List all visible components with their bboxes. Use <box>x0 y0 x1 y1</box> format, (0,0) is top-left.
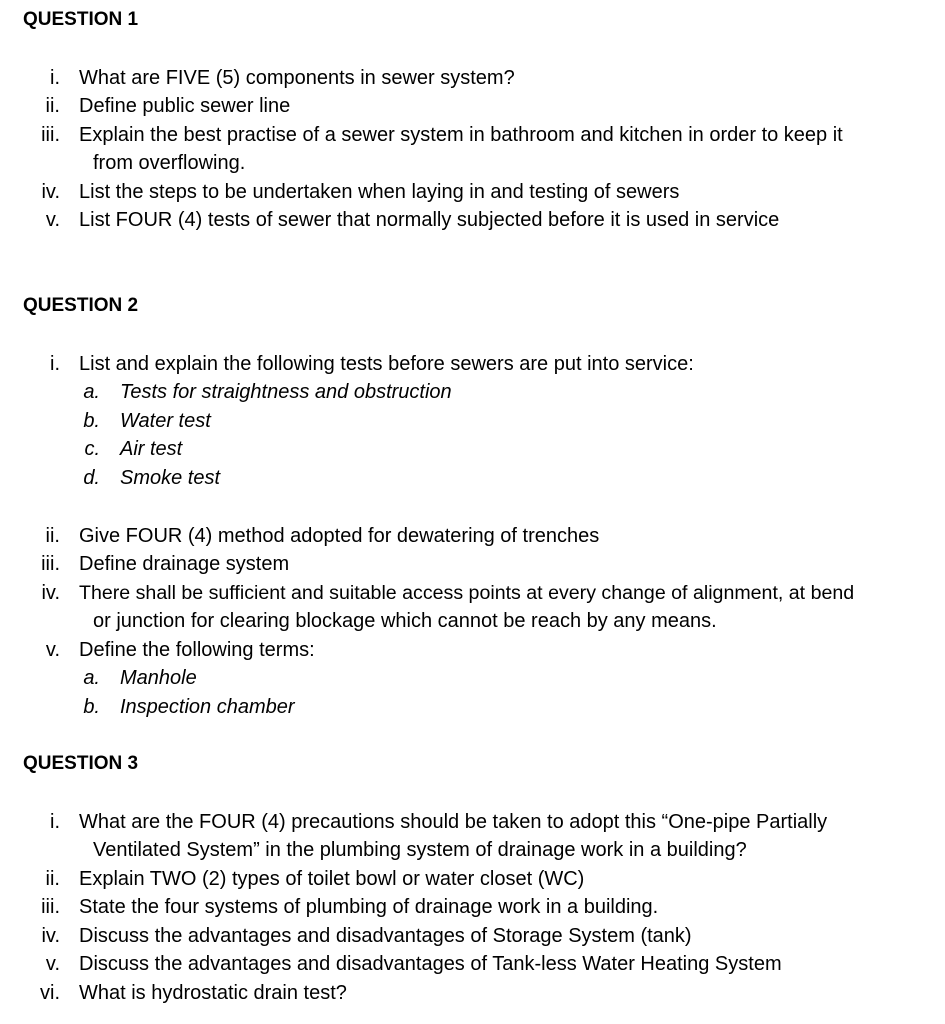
item-number: v. <box>45 639 60 661</box>
item-number: iv. <box>41 925 60 947</box>
item-number: ii. <box>45 868 60 890</box>
item-number: i. <box>50 67 60 89</box>
subitem-text: Inspection chamber <box>120 696 295 718</box>
item-number: iv. <box>41 181 60 203</box>
item-number: v. <box>45 953 60 975</box>
item-number: iv. <box>41 582 60 604</box>
item-text: There shall be sufficient and suitable access points at every change of alignment, at bend <box>79 582 855 604</box>
subitem-text: Manhole <box>120 667 197 689</box>
subitem-letter: a. <box>83 381 100 403</box>
subitem-text: Tests for straightness and obstruction <box>120 381 452 403</box>
item-number: v. <box>45 209 60 231</box>
question-2-title: QUESTION 2 <box>23 295 139 316</box>
question-3-title: QUESTION 3 <box>23 753 139 774</box>
item-text: Explain the best practise of a sewer system in bathroom and kitchen in order to keep it <box>79 124 843 146</box>
subitem-letter: d. <box>83 467 100 489</box>
subitem-letter: a. <box>83 667 100 689</box>
item-text: Define the following terms: <box>79 639 315 661</box>
item-number: i. <box>50 811 60 833</box>
item-text: What are FIVE (5) components in sewer system? <box>79 67 515 89</box>
item-number: vi. <box>40 982 60 1004</box>
subitem-text: Smoke test <box>120 467 221 489</box>
item-text: List the steps to be undertaken when laying in and testing of sewers <box>79 181 680 203</box>
item-text: List and explain the following tests before sewers are put into service: <box>79 353 694 375</box>
item-number: iii. <box>41 553 60 575</box>
item-text: Discuss the advantages and disadvantages of Storage System (tank) <box>79 925 692 947</box>
question-1-title: QUESTION 1 <box>23 9 139 30</box>
item-text: What are the FOUR (4) precautions should be taken to adopt this “One-pipe Partially <box>79 811 828 833</box>
item-text: Define drainage system <box>79 553 290 575</box>
item-number: iii. <box>41 124 60 146</box>
item-number: iii. <box>41 896 60 918</box>
subitem-letter: b. <box>83 696 100 718</box>
subitem-text: Water test <box>120 410 211 432</box>
subitem-letter: b. <box>83 410 100 432</box>
item-text: Discuss the advantages and disadvantages of Tank-less Water Heating System <box>79 953 782 975</box>
item-text-continued: or junction for clearing blockage which cannot be reach by any means. <box>93 610 717 632</box>
item-number: ii. <box>45 525 60 547</box>
item-number: ii. <box>45 95 60 117</box>
item-text: What is hydrostatic drain test? <box>79 982 347 1004</box>
subitem-letter: c. <box>84 438 100 460</box>
item-text: List FOUR (4) tests of sewer that normally subjected before it is used in service <box>79 209 780 231</box>
item-text: Give FOUR (4) method adopted for dewatering of trenches <box>79 525 600 547</box>
item-text-continued: Ventilated System” in the plumbing system of drainage work in a building? <box>93 839 747 861</box>
item-text: Explain TWO (2) types of toilet bowl or water closet (WC) <box>79 868 585 890</box>
item-text: Define public sewer line <box>79 95 291 117</box>
item-text-continued: from overflowing. <box>93 152 246 174</box>
item-text: State the four systems of plumbing of drainage work in a building. <box>79 896 659 918</box>
subitem-text: Air test <box>120 438 183 460</box>
item-number: i. <box>50 353 60 375</box>
